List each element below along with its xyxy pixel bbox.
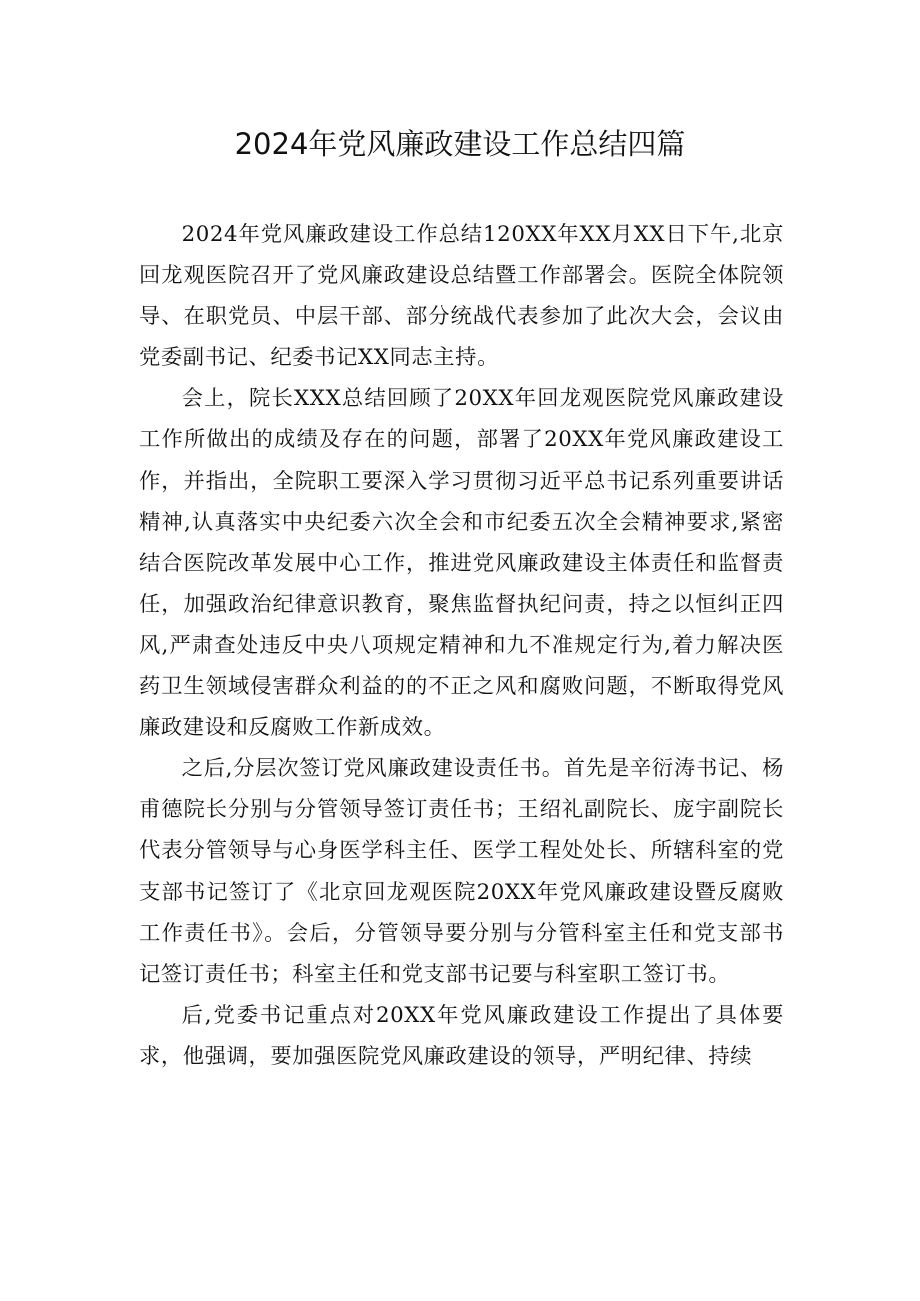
paragraph: 之后,分层次签订党风廉政建设责任书。首先是辛衍涛书记、杨甫德院长分别与分管领导签订责任书；王绍礼副院长、庞宇副院长代表分管领导与心身医学科主任、医学工程处处长、所辖科室的党支部书记签订了《北京回龙观医院20XX年党风廉政建设暨反腐败工作责任书》。会后，分管领导要分别与分管科室主任和党支部书记签订责任书；科室主任和党支部书记要与科室职工签订书。 (139, 756, 784, 987)
paragraph: 后,党委书记重点对20XX年党风廉政建设工作提出了具体要求，他强调，要加强医院党风廉政建设的领导，严明纪律、持续 (139, 1002, 784, 1069)
document-body (139, 214, 784, 1077)
document-title: 2024年党风廉政建设工作总结四篇 (234, 127, 686, 161)
paragraph: 会上，院长XXX总结回顾了20XX年回龙观医院党风廉政建设工作所做出的成绩及存在的问题，部署了20XX年党风廉政建设工作，并指出，全院职工要深入学习贯彻习近平总书记系列重要讲话精神,认真落实中央纪委六次全会和市纪委五次全会精神要求,紧密结合医院改革发展中心工作，推进党风廉政建设主体责任和监督责任，加强政治纪律意识教育，聚焦监督执纪问责，持之以恒纠正四风,严肃查处违反中央八项规定精神和九不准规定行为,着力解决医药卫生领域侵害群众利益的的不正之风和腐败问题，不断取得党风廉政建设和反腐败工作新成效。 (139, 386, 784, 741)
paragraph: 2024年党风廉政建设工作总结120XX年XX月XX日下午,北京回龙观医院召开了党风廉政建设总结暨工作部署会。医院全体院领导、在职党员、中层干部、部分统战代表参加了此次大会，会议由党委副书记、纪委书记XX同志主持。 (139, 222, 784, 371)
